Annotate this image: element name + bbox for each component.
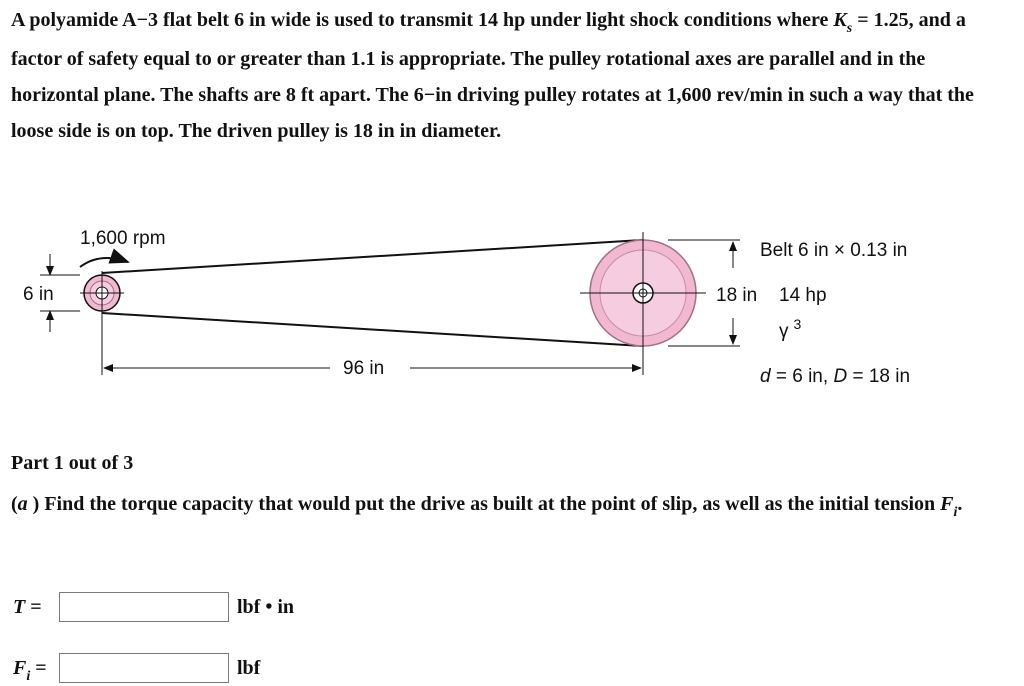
small-diameter-label: 6 in — [23, 284, 54, 305]
power-label: 14 hp — [779, 285, 827, 306]
torque-label: T = — [13, 595, 42, 618]
ks-subscript: s — [846, 21, 853, 36]
ks-symbol: K — [833, 9, 847, 31]
initial-tension-label: $F_i$ = — [13, 656, 47, 684]
problem-statement — [11, 2, 1016, 149]
fi-subscript: i — [953, 505, 958, 520]
rotation-arrow-icon — [80, 258, 128, 267]
torque-answer-row — [13, 589, 294, 625]
problem-text-1: A polyamide A−3 flat belt 6 in wide is used to transmit 14 hp under light shock conditions where — [11, 9, 834, 31]
torque-unit: lbf • in — [237, 595, 295, 618]
initial-tension-unit: lbf — [237, 656, 261, 679]
torque-input[interactable] — [59, 592, 229, 622]
gamma-label: γ $^3$ — [779, 316, 802, 342]
large-diameter-label: 18 in — [716, 285, 758, 306]
initial-tension-answer-row — [13, 650, 260, 686]
belt-spec-label: Belt 6 in × 0.13 in — [760, 240, 908, 261]
rpm-label: 1,600 rpm — [80, 228, 166, 249]
problem-text-2: = 1.25, and a factor of safety equal to or greater than 1.1 is appropriate. The pulley rotational axes are parallel and in the horizontal plane. The shafts are 8 ft apart. The 6−in driving pulley rotates at 1,600 rev/min in such a way that the loose side is on top. The driven pulley is 18 in in diameter. — [11, 9, 974, 142]
part-question: (a ) Find the torque capacity that would put the drive as built at the point of slip, as well as the initial tension $F_i$. — [11, 493, 963, 520]
fi-symbol: F — [940, 493, 954, 515]
center-distance-label: 96 in — [343, 358, 385, 379]
diameters-label: d = 6 in, D = 18 in — [760, 366, 911, 387]
belt-drive-figure — [0, 220, 1024, 395]
large-pulley — [580, 232, 706, 375]
question-label: a — [17, 493, 28, 515]
belt-top-span — [102, 240, 643, 273]
question-text: ) Find the torque capacity that would put the drive as built at the point of slip, as well as the initial tension — [27, 493, 941, 515]
small-pulley — [80, 271, 124, 375]
part-title: Part 1 out of 3 — [11, 452, 134, 474]
initial-tension-input[interactable] — [59, 653, 229, 683]
belt-bottom-span — [102, 313, 643, 346]
